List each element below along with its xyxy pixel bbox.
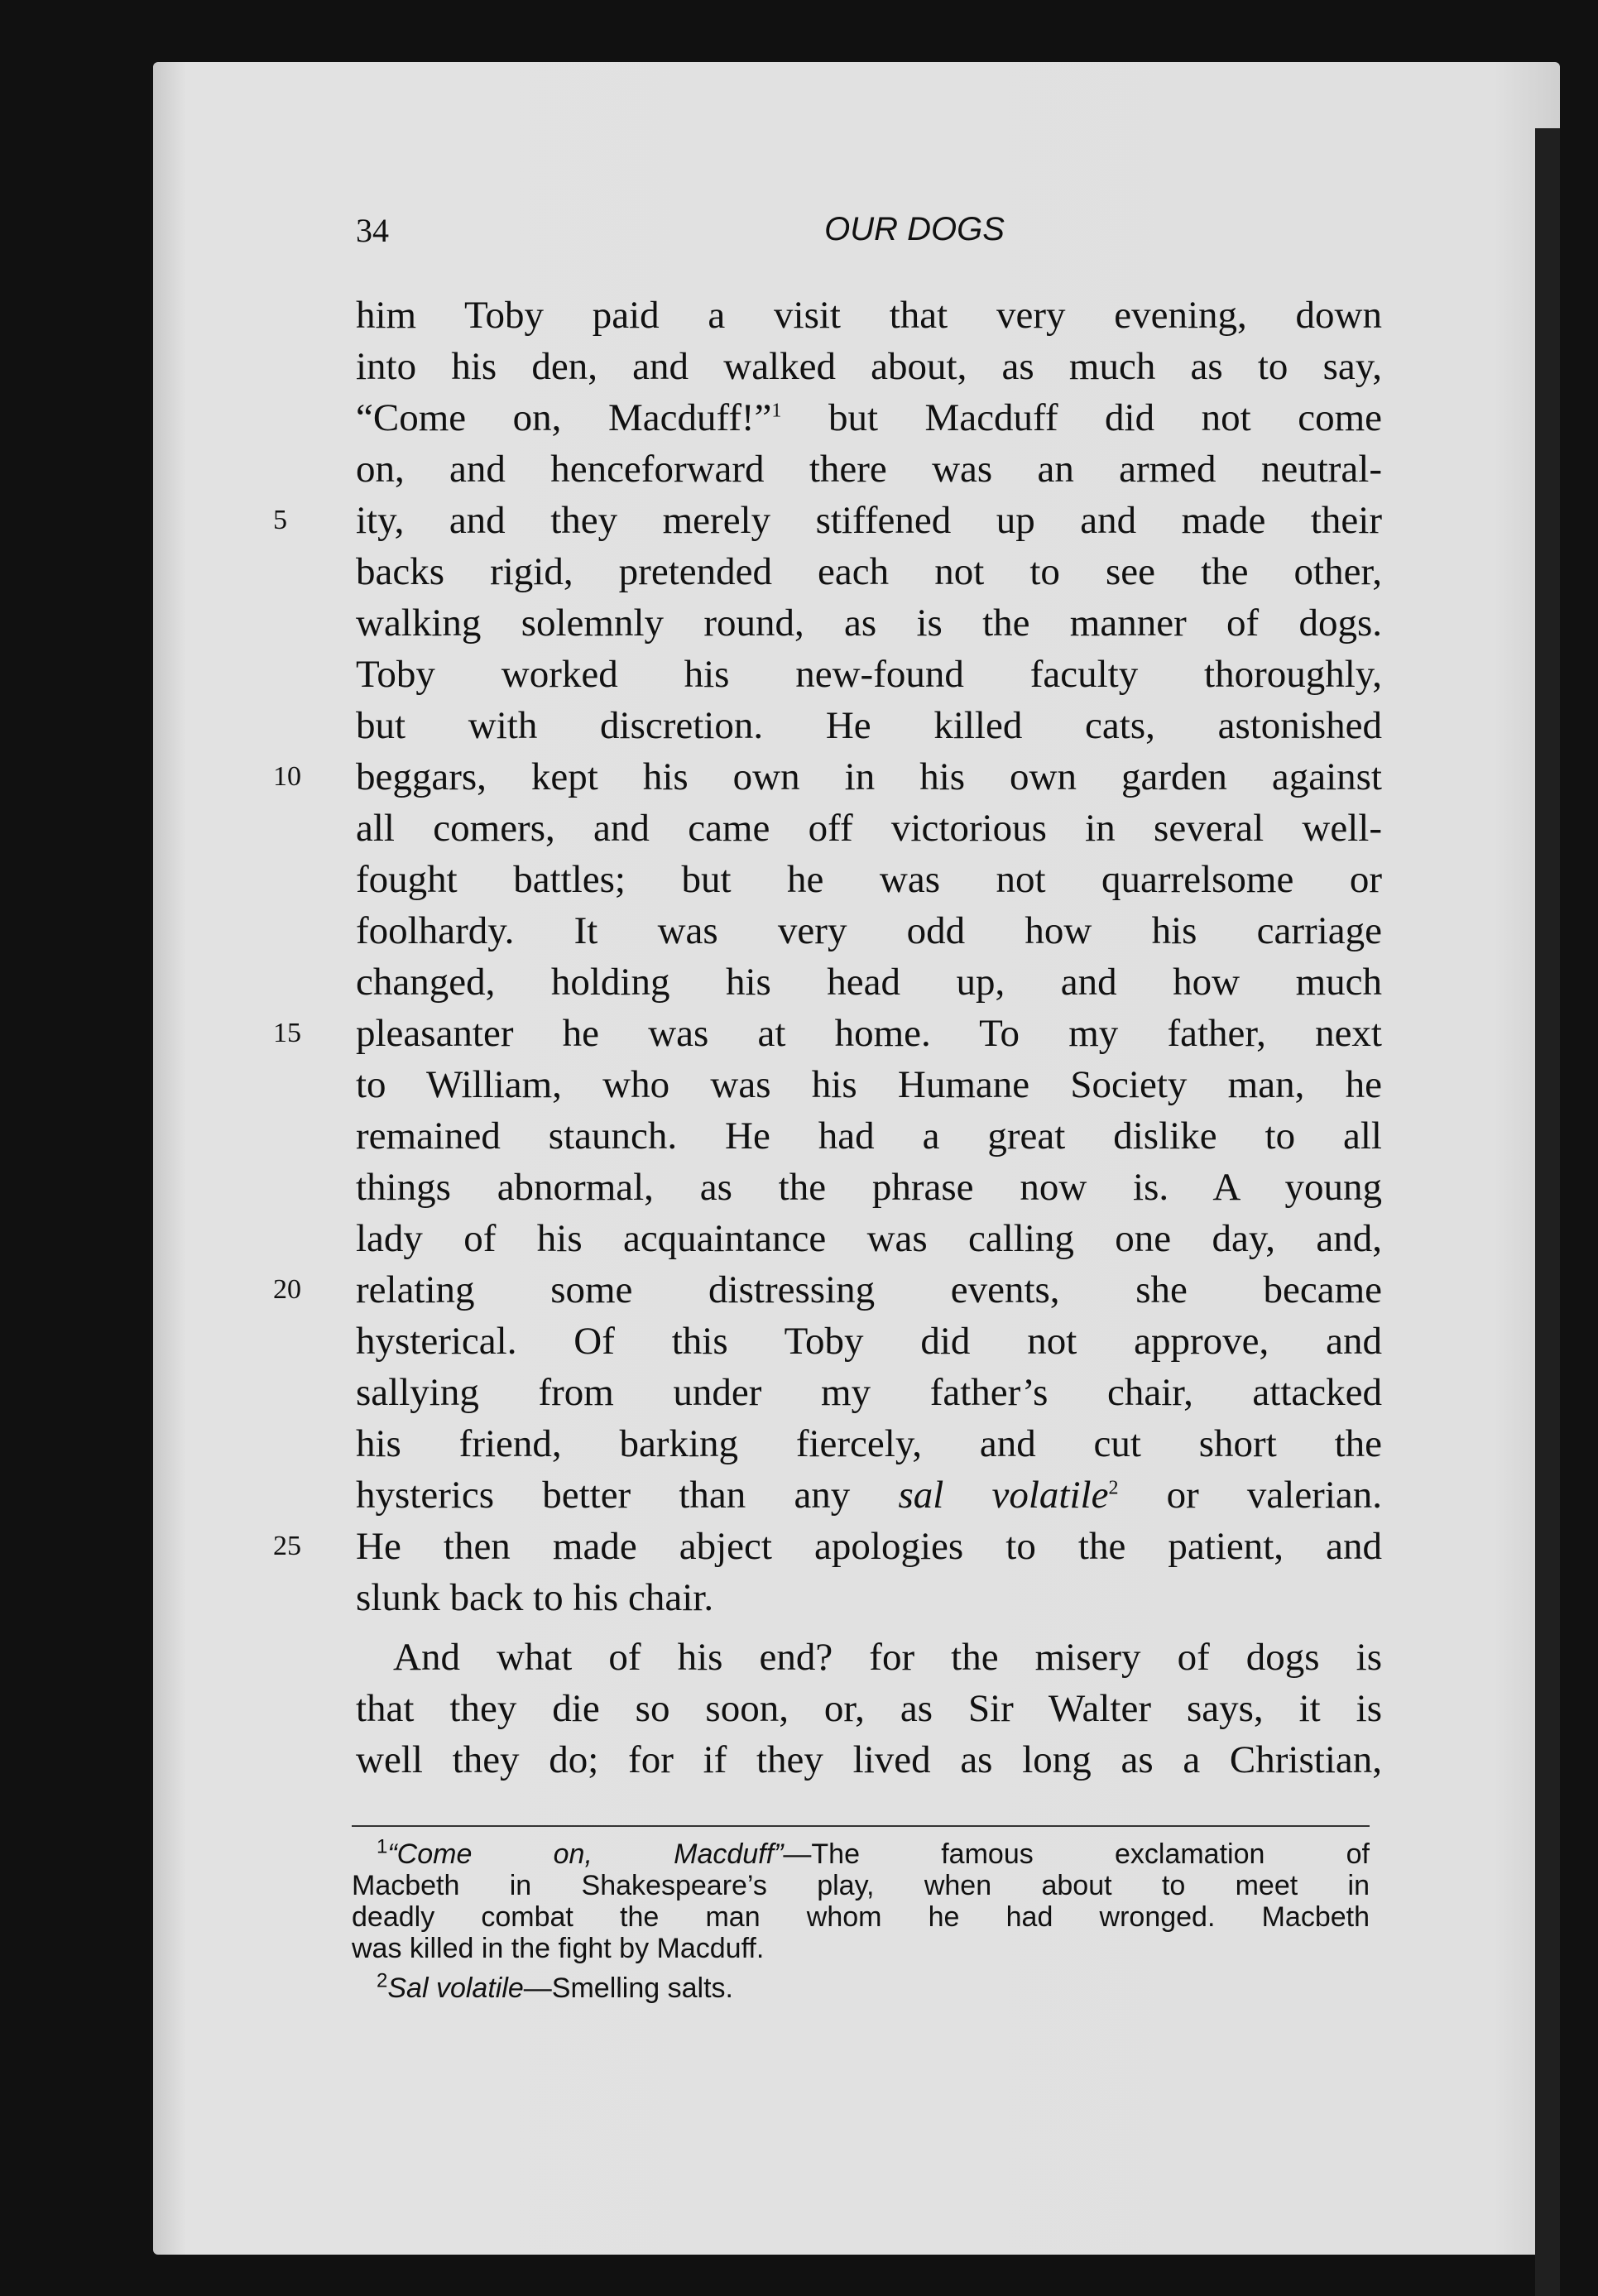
text-line: on, and henceforward there was an armed neutral- xyxy=(356,448,1382,491)
page-number: 34 xyxy=(356,212,389,249)
footnote-line: Macbeth in Shakespeare’s play, when about to meet in xyxy=(352,1870,1370,1901)
text-line: well they do; for if they lived as long as a Christian, xyxy=(356,1738,1382,1781)
text-line: his friend, barking fiercely, and cut short the xyxy=(356,1422,1382,1465)
text-line: foolhardy. It was very odd how his carriage xyxy=(356,909,1382,952)
text-line: 25 He then made abject apologies to the patient, and xyxy=(273,1521,1382,1572)
footnote-line: deadly combat the man whom he had wronged. Macbeth xyxy=(352,1901,1370,1933)
text-line: to William, who was his Humane Society man, he xyxy=(356,1063,1382,1106)
footnote-ref: 1 xyxy=(771,400,782,422)
text-line: him Toby paid a visit that very evening, down xyxy=(356,294,1382,337)
line-number: 25 xyxy=(273,1531,301,1561)
body-text xyxy=(273,290,1382,1786)
text-line: things abnormal, as the phrase now is. A young xyxy=(356,1166,1382,1209)
footnote-1: $^1$“Come on, Macduff”—The famous exclamation of xyxy=(377,1835,1370,1870)
line-number: 10 xyxy=(273,761,301,792)
text-line: walking solemnly round, as is the manner of dogs. xyxy=(356,602,1382,645)
text-line: remained staunch. He had a great dislike to all xyxy=(356,1114,1382,1158)
text-line: 20 relating some distressing events, she became xyxy=(273,1264,1382,1316)
running-title: OUR DOGS xyxy=(824,211,1005,247)
text-line: that they die so soon, or, as Sir Walter says, it is xyxy=(356,1687,1382,1730)
text-line: hysterics better than any sal volatile$^2$ or valerian. xyxy=(356,1474,1382,1517)
line-number: 15 xyxy=(273,1018,301,1048)
text-line: sallying from under my father’s chair, attacked xyxy=(356,1371,1382,1414)
footnote-marker: 2 xyxy=(377,1969,388,1992)
text-line: into his den, and walked about, as much as to say, xyxy=(356,345,1382,388)
footnote-2: $^2$Sal volatile—Smelling salts. xyxy=(377,1969,733,2004)
text-line: “Come on, Macduff!”$^1$ but Macduff did not come xyxy=(356,396,1382,439)
text-line: changed, holding his head up, and how much xyxy=(356,961,1382,1004)
text-line: hysterical. Of this Toby did not approve, and xyxy=(356,1320,1382,1363)
text-line: 15 pleasanter he was at home. To my father, next xyxy=(273,1008,1382,1059)
text-line: all comers, and came off victorious in several well- xyxy=(356,807,1382,850)
text-line: Toby worked his new-found faculty thoroughly, xyxy=(356,653,1382,696)
footnote-ref: 2 xyxy=(1108,1477,1119,1499)
footnote-rule xyxy=(352,1825,1370,1827)
text-line: 5 ity, and they merely stiffened up and made their xyxy=(273,495,1382,546)
text-line: but with discretion. He killed cats, astonished xyxy=(356,704,1382,747)
line-number: 5 xyxy=(273,505,287,535)
book-spine-edge xyxy=(1535,128,1560,2296)
footnote-marker: 1 xyxy=(377,1835,388,1858)
text-line: slunk back to his chair. xyxy=(356,1576,714,1619)
footnotes xyxy=(352,1835,1370,2004)
text-line: backs rigid, pretended each not to see the other, xyxy=(356,550,1382,593)
text-line: lady of his acquaintance was calling one day, and, xyxy=(356,1217,1382,1260)
running-head xyxy=(356,211,1374,261)
text-line: And what of his end? for the misery of dogs is xyxy=(393,1636,1382,1679)
text-line: 10 beggars, kept his own in his own garden against xyxy=(273,751,1382,803)
footnote-line: was killed in the fight by Macduff. xyxy=(352,1933,765,1964)
text-line: fought battles; but he was not quarrelsome or xyxy=(356,858,1382,901)
line-number: 20 xyxy=(273,1274,301,1305)
